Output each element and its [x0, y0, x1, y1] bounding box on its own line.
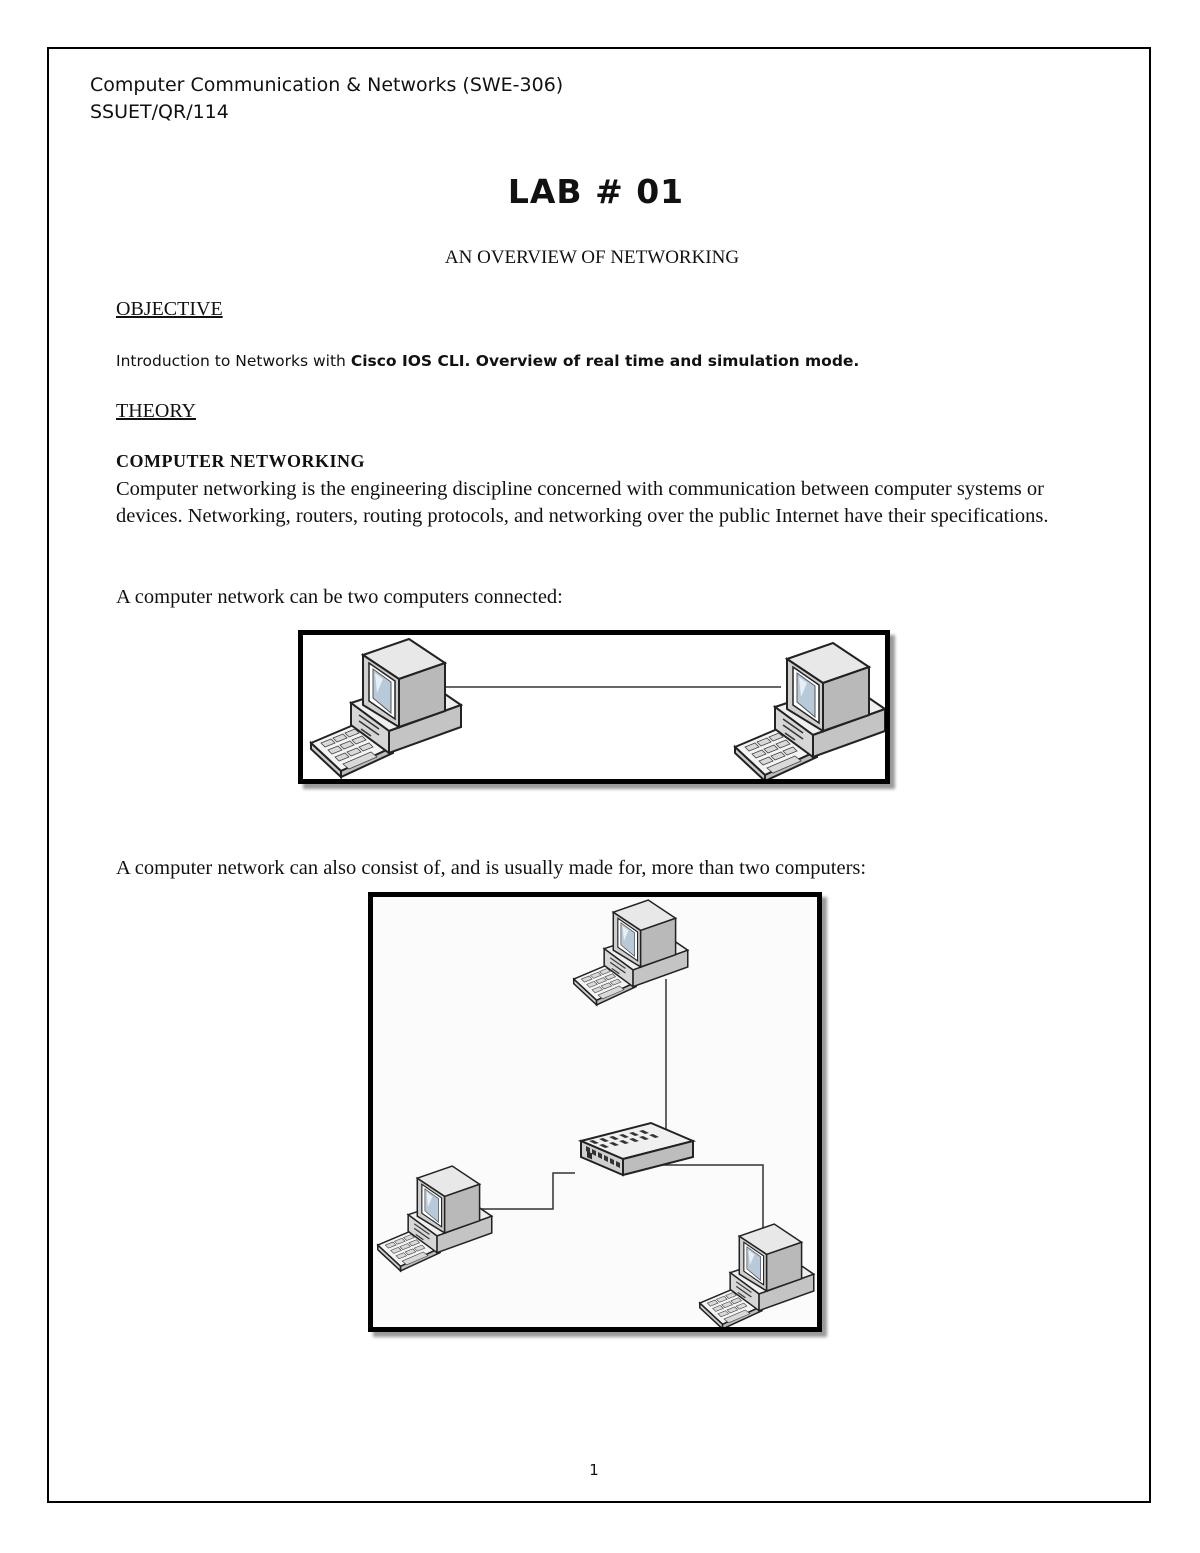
two-computers-figure	[298, 630, 890, 784]
objective-text-emphasis: Cisco IOS CLI. Overview of real time and simulation mode.	[350, 352, 860, 370]
computer-icon	[311, 639, 461, 777]
network-cables	[468, 979, 763, 1232]
computer-icon	[574, 900, 688, 1005]
computer-icon	[735, 643, 885, 779]
lab-title: LAB # 01	[507, 172, 685, 211]
computer-networking-subheading: COMPUTER NETWORKING	[116, 451, 366, 471]
theory-paragraph: Computer networking is the engineering discipline concerned with communication between computer systems or devices. Networking, routers, routing protocols, and networking over the public Internet have their specifications.	[116, 478, 1049, 527]
hub-icon	[581, 1123, 693, 1175]
objective-text-prefix: Introduction to Networks with	[116, 352, 351, 370]
computer-icon	[700, 1224, 814, 1327]
theory-heading: THEORY	[116, 400, 196, 422]
multi-computers-caption: A computer network can also consist of, and is usually made for, more than two computers:	[116, 857, 867, 879]
objective-heading: OBJECTIVE	[116, 298, 223, 320]
computer-icon	[378, 1166, 492, 1271]
multi-computers-figure	[368, 892, 822, 1332]
course-title: Computer Communication & Networks (SWE-306)	[90, 74, 564, 96]
page-number: 1	[589, 1461, 599, 1479]
document-code: SSUET/QR/114	[90, 101, 229, 123]
two-computers-diagram	[303, 635, 885, 779]
multi-computers-diagram	[373, 897, 817, 1327]
two-computers-caption: A computer network can be two computers connected:	[116, 586, 563, 608]
objective-text	[116, 352, 859, 370]
lab-subtitle: AN OVERVIEW OF NETWORKING	[444, 247, 740, 268]
